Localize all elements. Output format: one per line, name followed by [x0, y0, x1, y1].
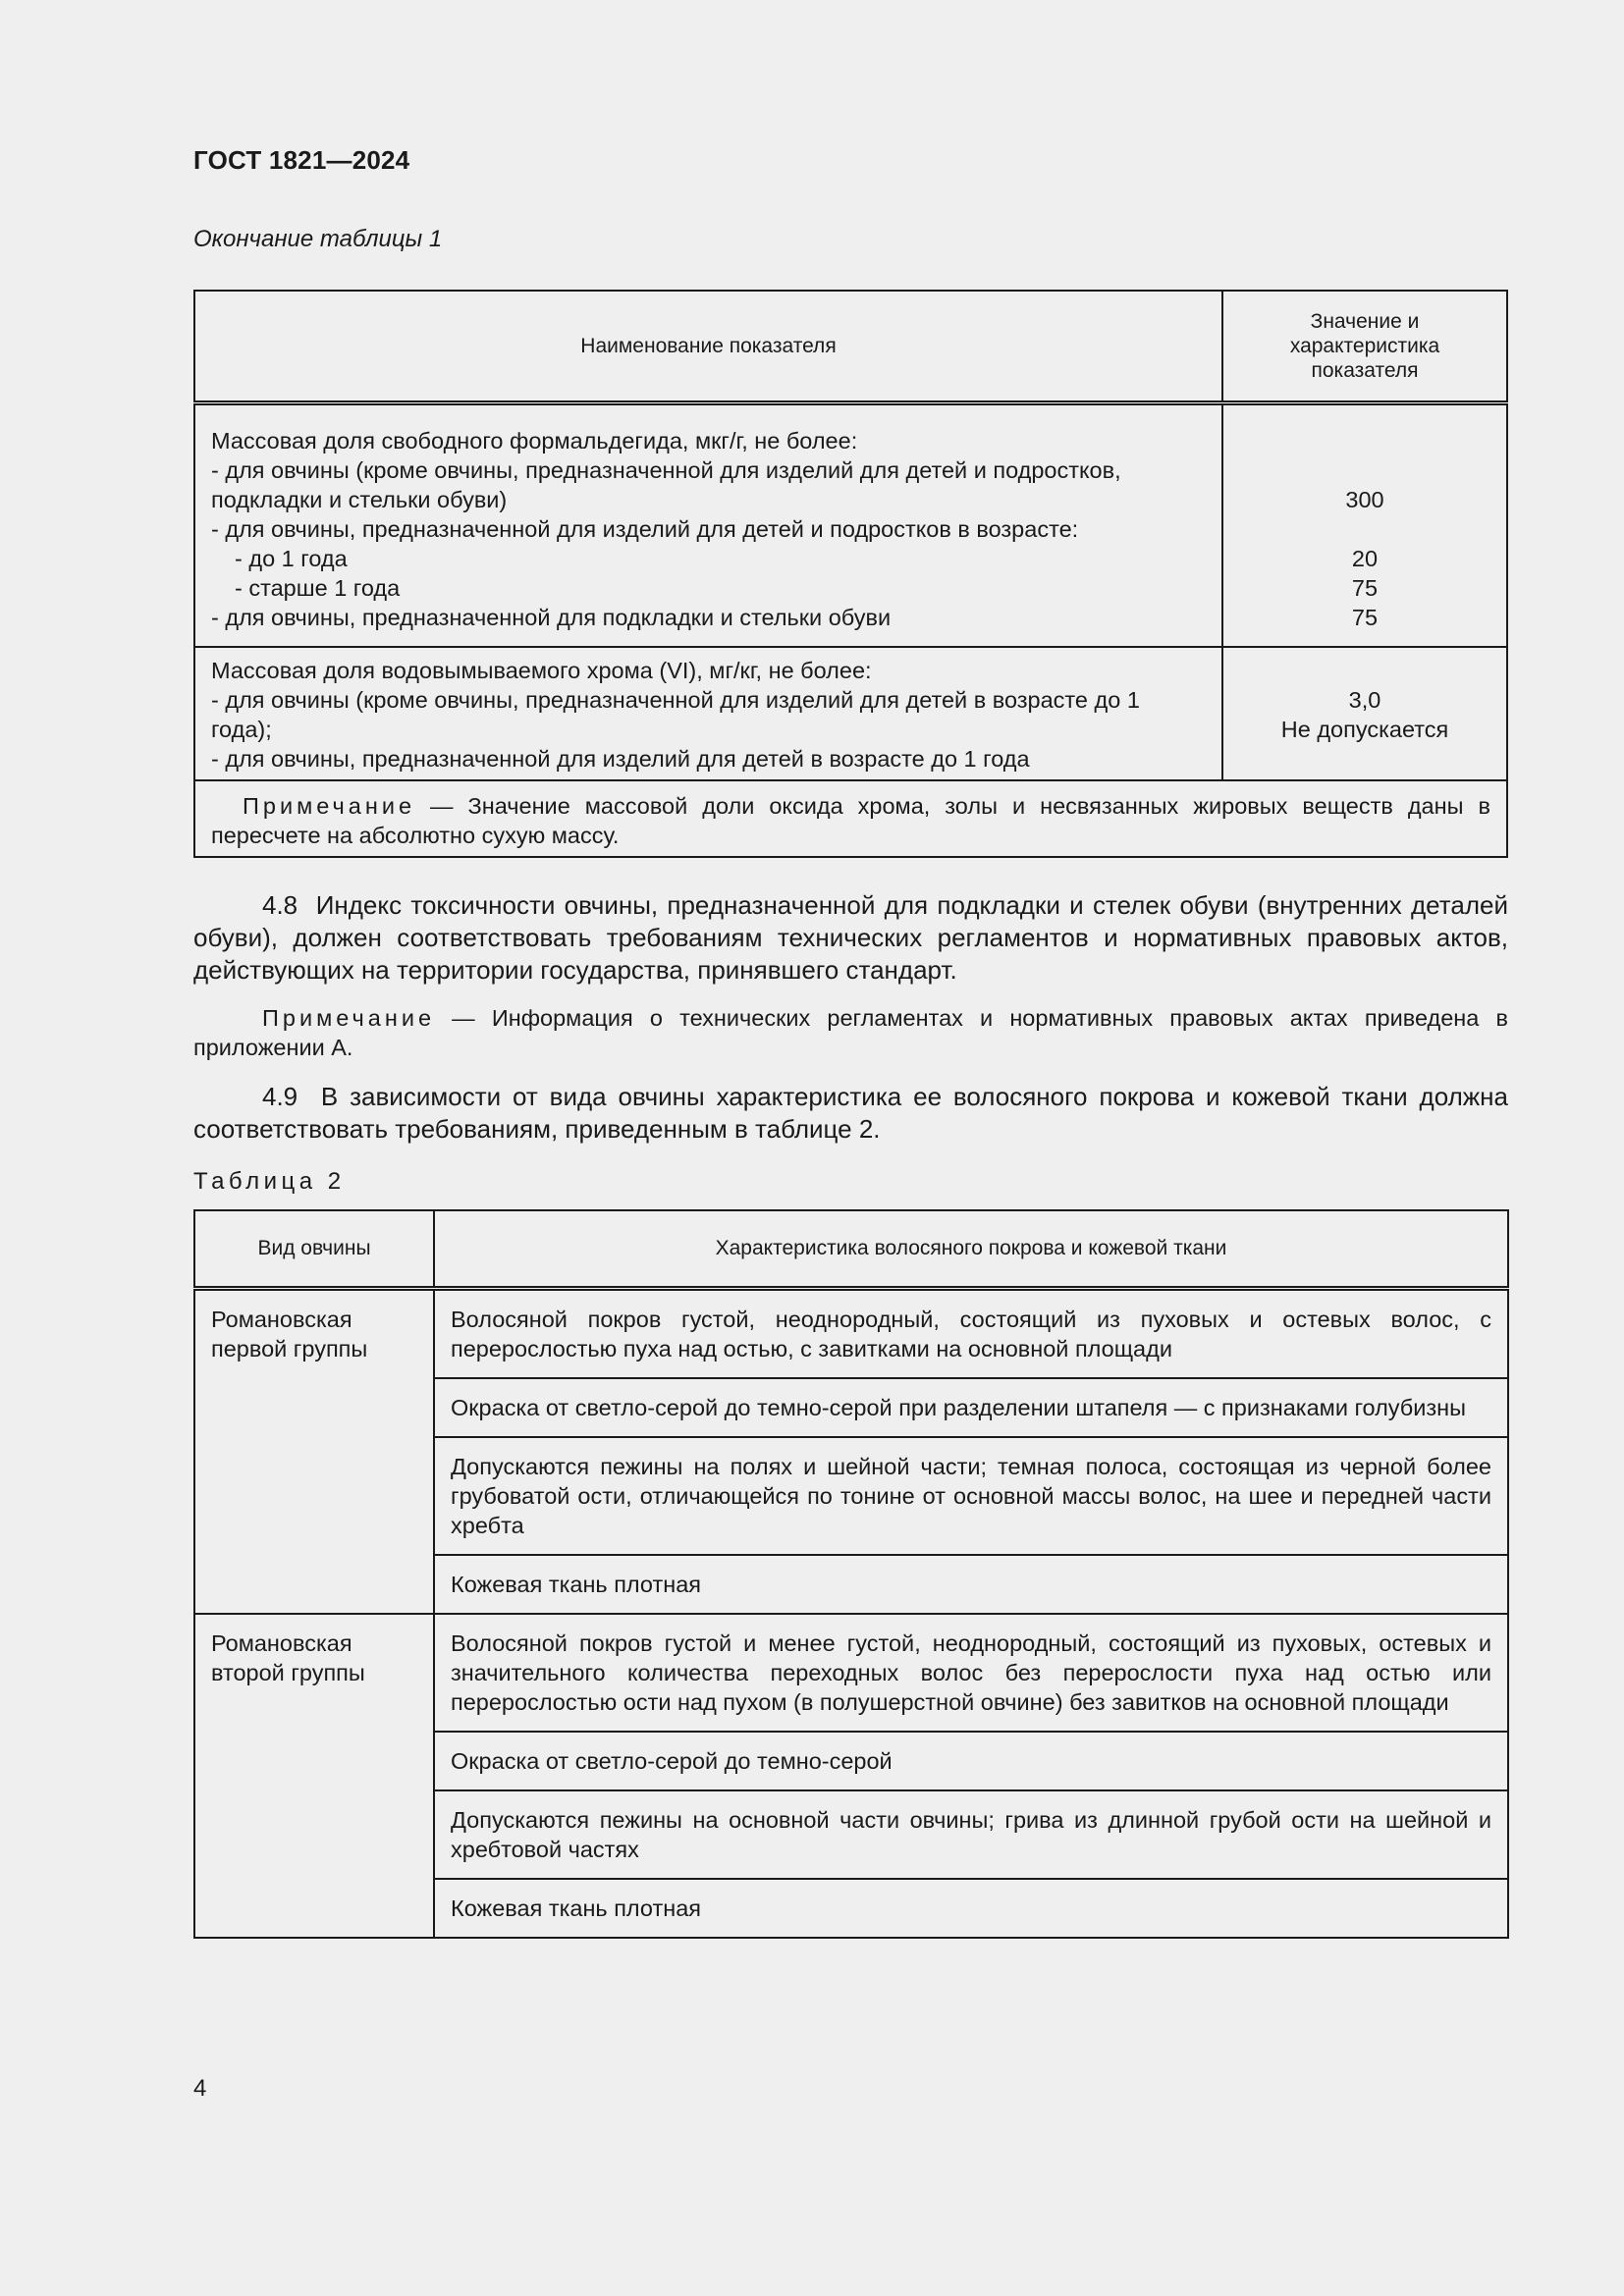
paragraph-4-8-number: 4.8 [262, 890, 298, 920]
table2-row [194, 1289, 1508, 1379]
paragraph-4-8 [193, 889, 1508, 987]
chromium-line: - для овчины, предназначенной для изделий для детей в возрасте до 1 года [211, 746, 1030, 772]
formaldehyde-line: - до 1 года [235, 546, 348, 571]
chromium-value: Не допускается [1280, 717, 1449, 742]
table2 [193, 1209, 1509, 1939]
table2-header-characteristic: Характеристика волосяного покрова и кожевой ткани [434, 1210, 1508, 1289]
document-header: ГОСТ 1821—2024 [193, 145, 410, 175]
table2-desc: Допускаются пежины на полях и шейной части; темная полоса, состоящая из черной более грубоватой ости, отличающейся по тонине от основной массы волос, на шее и передней части хребта [434, 1437, 1508, 1555]
formaldehyde-value: 75 [1351, 605, 1379, 630]
table1 [193, 290, 1508, 858]
table2-desc: Кожевая ткань плотная [434, 1555, 1508, 1614]
table2-desc: Кожевая ткань плотная [434, 1879, 1508, 1938]
table1-cell-formaldehyde-values [1222, 403, 1507, 648]
table1-continuation-caption: Окончание таблицы 1 [193, 226, 443, 252]
table2-desc: Допускаются пежины на основной части овчины; грива из длинной грубой ости на шейной и хребтовой частях [434, 1790, 1508, 1879]
table2-caption: Таблица 2 [193, 1168, 346, 1195]
table1-note-row [194, 780, 1507, 857]
table1-note-label: Примечание [243, 793, 416, 819]
paragraph-4-9-text: В зависимости от вида овчины характеристика ее волосяного покрова и кожевой ткани должна соответствовать требованиям, приведенным в таблице 2. [193, 1082, 1509, 1144]
paragraph-4-9 [193, 1081, 1508, 1146]
table1-cell-formaldehyde-name [194, 403, 1222, 648]
chromium-line: Массовая доля водовымываемого хрома (VI), мг/кг, не более: [211, 658, 872, 683]
table1-row-chromium [194, 647, 1507, 780]
page-number: 4 [193, 2075, 207, 2102]
table1-header-name: Наименование показателя [194, 291, 1222, 403]
formaldehyde-value: 300 [1345, 487, 1384, 512]
chromium-value: 3,0 [1348, 687, 1381, 713]
note-4-8 [193, 1003, 1508, 1062]
note-4-8-text: — Информация о технических регламентах и нормативных правовых актах приведена в приложении А. [193, 1005, 1508, 1060]
formaldehyde-value: 75 [1351, 575, 1379, 601]
formaldehyde-value: 20 [1351, 546, 1379, 571]
chromium-line: - для овчины (кроме овчины, предназначенной для изделий для детей в возрасте до 1 [211, 687, 1140, 713]
table1-header-row [194, 291, 1507, 403]
table1-note [194, 780, 1507, 857]
table1-cell-chromium-values [1222, 647, 1507, 780]
table2-desc: Окраска от светло-серой до темно-серой при разделении штапеля — с признаками голубизны [434, 1378, 1508, 1437]
formaldehyde-line: Массовая доля свободного формальдегида, мкг/г, не более: [211, 428, 858, 454]
formaldehyde-line: - старше 1 года [235, 575, 401, 601]
table1-header-value [1222, 291, 1507, 403]
table1-header-value-text: Значение и характеристика показателя [1289, 310, 1440, 382]
formaldehyde-line: - для овчины (кроме овчины, предназначенной для изделий для детей и подростков, [211, 457, 1121, 483]
table1-row-formaldehyde [194, 403, 1507, 648]
formaldehyde-line: - для овчины, предназначенной для изделий для детей и подростков в возрасте: [211, 516, 1079, 542]
paragraph-4-8-text: Индекс токсичности овчины, предназначенной для подкладки и стелек обуви (внутренних деталей обуви), должен соответствовать требованиям технических регламентов и нормативных правовых актов, действующих на территории государства, принявшего стандарт. [193, 890, 1509, 985]
table2-header-row [194, 1210, 1508, 1289]
table2-desc: Окраска от светло-серой до темно-серой [434, 1732, 1508, 1790]
table1-cell-chromium-name [194, 647, 1222, 780]
table2-header-kind: Вид овчины [194, 1210, 434, 1289]
paragraph-4-9-number: 4.9 [262, 1082, 298, 1111]
table2-kind-group2: Романовская второй группы [194, 1614, 434, 1938]
table2-kind-group1: Романовская первой группы [194, 1289, 434, 1615]
table1-note-text: — Значение массовой доли оксида хрома, золы и несвязанных жировых веществ даны в пересчете на абсолютно сухую массу. [211, 793, 1490, 848]
note-4-8-label: Примечание [262, 1005, 436, 1031]
chromium-line: года); [211, 717, 272, 742]
formaldehyde-line: - для овчины, предназначенной для подкладки и стельки обуви [211, 605, 892, 630]
table2-desc: Волосяной покров густой, неоднородный, состоящий из пуховых и остевых волос, с перерослостью пуха над остью, с завитками на основной площади [451, 1307, 1491, 1362]
table2-row [194, 1614, 1508, 1732]
formaldehyde-line: подкладки и стельки обуви) [211, 487, 508, 512]
table2-desc: Волосяной покров густой и менее густой, неоднородный, состоящий из пуховых, остевых и значительного количества переходных волос без перерослости пуха над остью или перерослостью ости над пухом (в полушерстной овчине) без завитков на основной площади [434, 1614, 1508, 1732]
